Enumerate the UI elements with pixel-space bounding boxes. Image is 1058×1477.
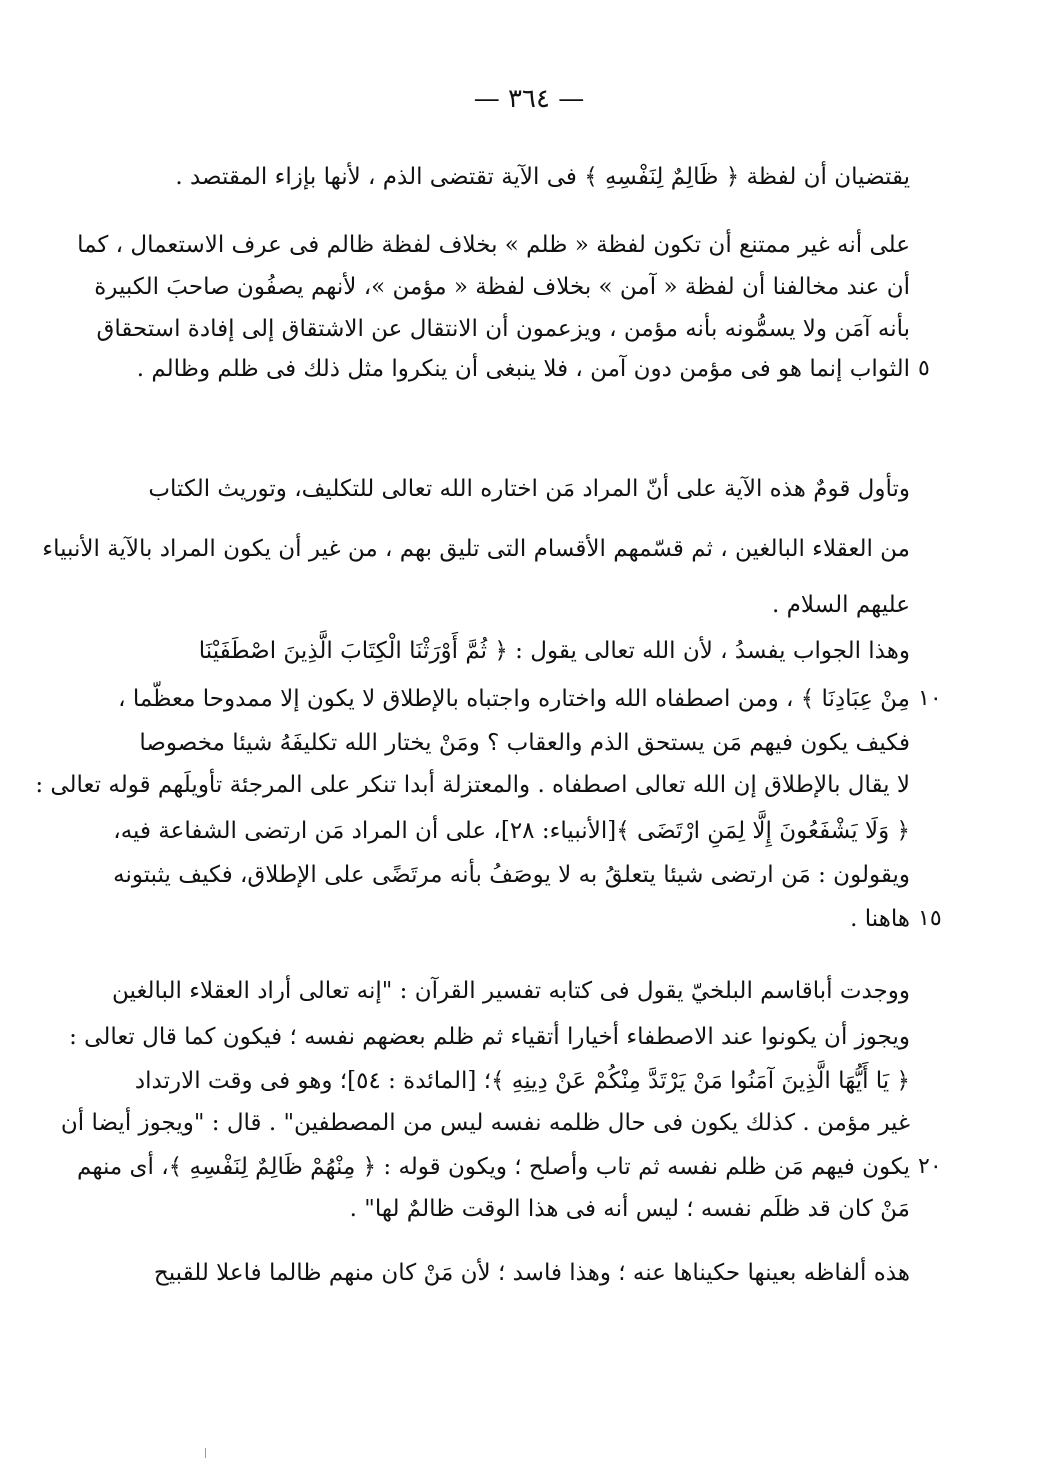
text-line: لا يقال بالإطلاق إن الله تعالى اصطفاه . والمعتزلة أبدا تنكر على المرجئة تأويلَهم قوله تعالى : — [35, 772, 910, 798]
text-line: هاهنا . — [850, 906, 910, 932]
scan-mark — [205, 1448, 206, 1458]
text-line: ﴿ يَا أَيُّهَا الَّذِينَ آمَنُوا مَنْ يَرْتَدَّ مِنْكُمْ عَنْ دِينِهِ ﴾؛ [المائدة : ٥٤]؛ وهو فى وقت الارتداد — [134, 1068, 910, 1094]
text-line: غير مؤمن . كذلك يكون فى حال ظلمه نفسه ليس من المصطفين" . قال : "ويجوز أيضا أن — [60, 1110, 910, 1136]
text-line: ويجوز أن يكونوا عند الاصطفاء أخيارا أتقياء ثم ظلم بعضهم نفسه ؛ فيكون كما قال تعالى : — [69, 1024, 910, 1050]
text-line: بأنه آمَن ولا يسمُّونه بأنه مؤمن ، ويزعمون أن الانتقال عن الاشتقاق إلى إفادة استحقاق — [96, 316, 910, 342]
line-number: ٥ — [918, 356, 930, 381]
line-number: ١٥ — [918, 906, 942, 931]
text-line: ووجدت أباقاسم البلخيّ يقول فى كتابه تفسير القرآن : "إنه تعالى أراد العقلاء البالغين — [112, 978, 910, 1004]
text-line: ويقولون : مَن ارتضى شيئا يتعلقُ به لا يوصَفُ بأنه مرتَضًى على الإطلاق، فكيف يثبتونه — [113, 862, 910, 888]
text-line: وهذا الجواب يفسدُ ، لأن الله تعالى يقول : ﴿ ثُمَّ أَوْرَثْنَا الْكِتَابَ الَّذِينَ اصْطَفَيْنَا — [198, 638, 910, 664]
text-line: فكيف يكون فيهم مَن يستحق الذم والعقاب ؟ ومَنْ يختار الله تكليفَهُ شيئا مخصوصا — [139, 730, 910, 756]
text-line: أن عند مخالفنا أن لفظة « آمن » بخلاف لفظة « مؤمن »، لأنهم يصفُون صاحبَ الكبيرة — [94, 274, 910, 300]
text-line: على أنه غير ممتنع أن تكون لفظة « ظلم » بخلاف لفظة ظالم فى عرف الاستعمال ، كما — [77, 232, 910, 258]
text-line: الثواب إنما هو فى مؤمن دون آمن ، فلا ينبغى أن ينكروا مثل ذلك فى ظلم وظالم . — [136, 356, 910, 382]
page-number: — ٣٦٤ — — [473, 84, 585, 114]
text-line: هذه ألفاظه بعينها حكيناها عنه ؛ وهذا فاسد ؛ لأن مَنْ كان منهم ظالما فاعلا للقبيح — [153, 1260, 910, 1286]
text-line: يكون فيهم مَن ظلم نفسه ثم تاب وأصلح ؛ ويكون قوله : ﴿ مِنْهُمْ ظَالِمٌ لِنَفْسِهِ ﴾، أى منهم — [77, 1154, 910, 1180]
line-number: ٢٠ — [918, 1154, 942, 1179]
text-line: وتأول قومٌ هذه الآية على أنّ المراد مَن اختاره الله تعالى للتكليف، وتوريث الكتاب — [148, 476, 910, 502]
text-line: مِنْ عِبَادِنَا ﴾ ، ومن اصطفاه الله واختاره واجتباه بالإطلاق لا يكون إلا ممدوحا معظّما ، — [118, 686, 910, 712]
text-line: ﴿ وَلَا يَشْفَعُونَ إِلَّا لِمَنِ ارْتَضَى ﴾[الأنبياء: ٢٨]، على أن المراد مَن ارتضى الشفاعة فيه، — [113, 818, 910, 844]
text-line: يقتضيان أن لفظة ﴿ ظَالِمٌ لِنَفْسِهِ ﴾ فى الآية تقتضى الذم ، لأنها بإزاء المقتصد . — [175, 164, 910, 190]
text-line: مَنْ كان قد ظلَم نفسه ؛ ليس أنه فى هذا الوقت ظالمٌ لها" . — [349, 1196, 910, 1222]
text-line: عليهم السلام . — [772, 592, 910, 618]
line-number: ١٠ — [918, 686, 942, 711]
text-line: من العقلاء البالغين ، ثم قسّمهم الأقسام التى تليق بهم ، من غير أن يكون المراد بالآية الأنبياء — [42, 536, 910, 562]
